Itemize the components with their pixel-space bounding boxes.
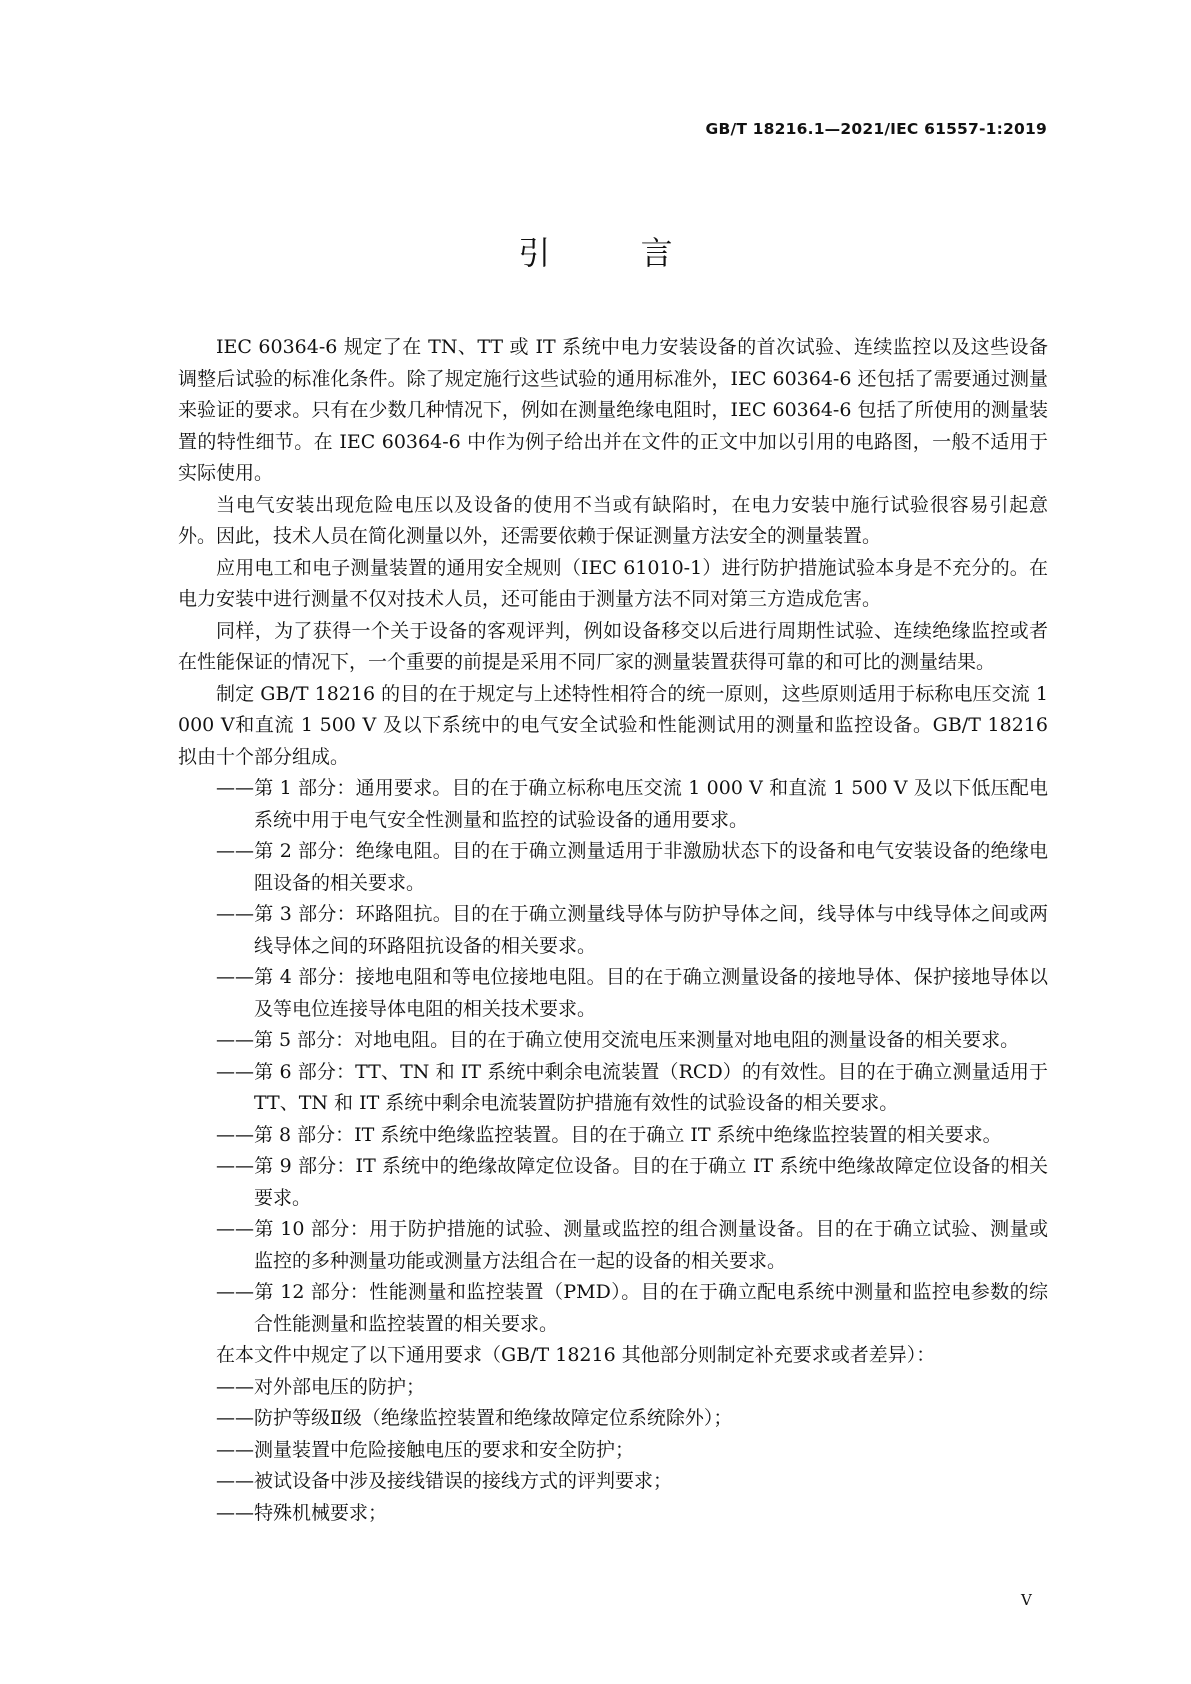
list-item — [178, 1277, 1048, 1340]
list-item — [178, 1403, 1048, 1435]
list-dash: —— — [216, 903, 254, 925]
paragraph: 在本文件中规定了以下通用要求（GB/T 18216 其他部分则制定补充要求或者差异）： — [216, 1344, 936, 1366]
list-item — [178, 1025, 1048, 1057]
list-dash: —— — [216, 1155, 254, 1177]
list-item-text: 对外部电压的防护； — [254, 1375, 426, 1398]
list-item-text: 第 8 部分：IT 系统中绝缘监控装置。目的在于确立 IT 系统中绝缘监控装置的相关要求。 — [254, 1123, 1002, 1146]
list-item-text: 第 2 部分：绝缘电阻。目的在于确立测量适用于非激励状态下的设备和电气安装设备的绝缘电阻设备的相关要求。 — [254, 840, 1048, 894]
list-item — [178, 899, 1048, 962]
list-dash: —— — [216, 1029, 254, 1051]
list-item-text: 第 6 部分：TT、TN 和 IT 系统中剩余电流装置（RCD）的有效性。目的在于确立测量适用于 TT、TN 和 IT 系统中剩余电流装置防护措施有效性的试验设备的相关要求。 — [254, 1060, 1048, 1114]
paragraph: 应用电工和电子测量装置的通用安全规则（IEC 61010-1）进行防护措施试验本身是不充分的。在电力安装中进行测量不仅对技术人员，还可能由于测量方法不同对第三方造成危害。 — [178, 556, 1048, 610]
list-item — [178, 1466, 1048, 1498]
paragraph: 同样，为了获得一个关于设备的客观评判，例如设备移交以后进行周期性试验、连续绝缘监控或者在性能保证的情况下，一个重要的前提是采用不同厂家的测量装置获得可靠的和可比的测量结果。 — [178, 619, 1048, 673]
list-item-text: 第 3 部分：环路阻抗。目的在于确立测量线导体与防护导体之间，线导体与中线导体之间或两线导体之间的环路阻抗设备的相关要求。 — [254, 903, 1048, 957]
list-dash: —— — [216, 1470, 254, 1492]
paragraph: 制定 GB/T 18216 的目的在于规定与上述特性相符合的统一原则，这些原则适用于标称电压交流 1 000 V和直流 1 500 V 及以下系统中的电气安全试验和性能测试用的测量和监控设备。GB/T 18216 拟由十个部分组成。 — [178, 682, 1048, 768]
list-dash: —— — [216, 1281, 254, 1303]
paragraph: IEC 60364-6 规定了在 TN、TT 或 IT 系统中电力安装设备的首次试验、连续监控以及这些设备调整后试验的标准化条件。除了规定施行这些试验的通用标准外，IEC 60364-6 还包括了需要通过测量来验证的要求。只有在少数几种情况下，例如在测量绝缘电阻时，IEC 60364-6 包括了所使用的测量装置的特性细节。在 IEC 60364-6 中作为例子给出并在文件的正文中加以引用的电路图，一般不适用于实际使用。 — [178, 336, 1048, 484]
list-item — [178, 1057, 1048, 1120]
page-number: V — [1021, 1591, 1032, 1609]
list-item-text: 被试设备中涉及接线错误的接线方式的评判要求； — [254, 1470, 673, 1492]
list-item-text: 第 5 部分：对地电阻。目的在于确立使用交流电压来测量对地电阻的测量设备的相关要求。 — [254, 1029, 1020, 1051]
standard-code-header — [706, 120, 1047, 138]
list-dash: —— — [216, 1060, 254, 1083]
list-dash: —— — [216, 1375, 254, 1398]
list-dash: —— — [216, 1501, 254, 1524]
standard-code: GB/T 18216.1—2021/IEC 61557-1:2019 — [705, 120, 1047, 138]
list-item-text: 特殊机械要求； — [254, 1501, 388, 1524]
list-item-text: 第 1 部分：通用要求。目的在于确立标称电压交流 1 000 V 和直流 1 500 V 及以下低压配电系统中用于电气安全性测量和监控的试验设备的通用要求。 — [254, 777, 1048, 831]
list-item — [178, 836, 1048, 899]
list-dash: —— — [216, 840, 254, 862]
list-item — [178, 1498, 1048, 1530]
body-content — [178, 332, 1048, 1529]
list-item — [178, 962, 1048, 1025]
list-dash: —— — [216, 1218, 254, 1240]
list-item-text: 测量装置中危险接触电压的要求和安全防护； — [254, 1438, 635, 1461]
list-dash: —— — [216, 1438, 254, 1461]
paragraph: 当电气安装出现危险电压以及设备的使用不当或有缺陷时，在电力安装中施行试验很容易引起意外。因此，技术人员在简化测量以外，还需要依赖于保证测量方法安全的测量装置。 — [178, 493, 1048, 547]
list-item-text: 第 9 部分：IT 系统中的绝缘故障定位设备。目的在于确立 IT 系统中绝缘故障定位设备的相关要求。 — [254, 1155, 1048, 1209]
list-item-text: 第 4 部分：接地电阻和等电位接地电阻。目的在于确立测量设备的接地导体、保护接地导体以及等电位连接导体电阻的相关技术要求。 — [254, 966, 1048, 1020]
list-item-text: 第 10 部分：用于防护措施的试验、测量或监控的组合测量设备。目的在于确立试验、测量或监控的多种测量功能或测量方法组合在一起的设备的相关要求。 — [254, 1218, 1048, 1272]
list-item — [178, 1214, 1048, 1277]
list-dash: —— — [216, 777, 254, 799]
list-dash: —— — [216, 1407, 254, 1429]
list-dash: —— — [216, 1123, 254, 1146]
list-dash: —— — [216, 966, 254, 988]
list-item — [178, 1372, 1048, 1404]
list-item-text: 第 12 部分：性能测量和监控装置（PMD）。目的在于确立配电系统中测量和监控电参数的综合性能测量和监控装置的相关要求。 — [254, 1281, 1048, 1335]
list-item — [178, 1151, 1048, 1214]
list-item — [178, 1120, 1048, 1152]
list-item — [178, 1435, 1048, 1467]
page-title: 引 言 — [518, 234, 713, 272]
list-item-text: 防护等级Ⅱ级（绝缘监控装置和绝缘故障定位系统除外）； — [254, 1407, 733, 1429]
list-item — [178, 773, 1048, 836]
